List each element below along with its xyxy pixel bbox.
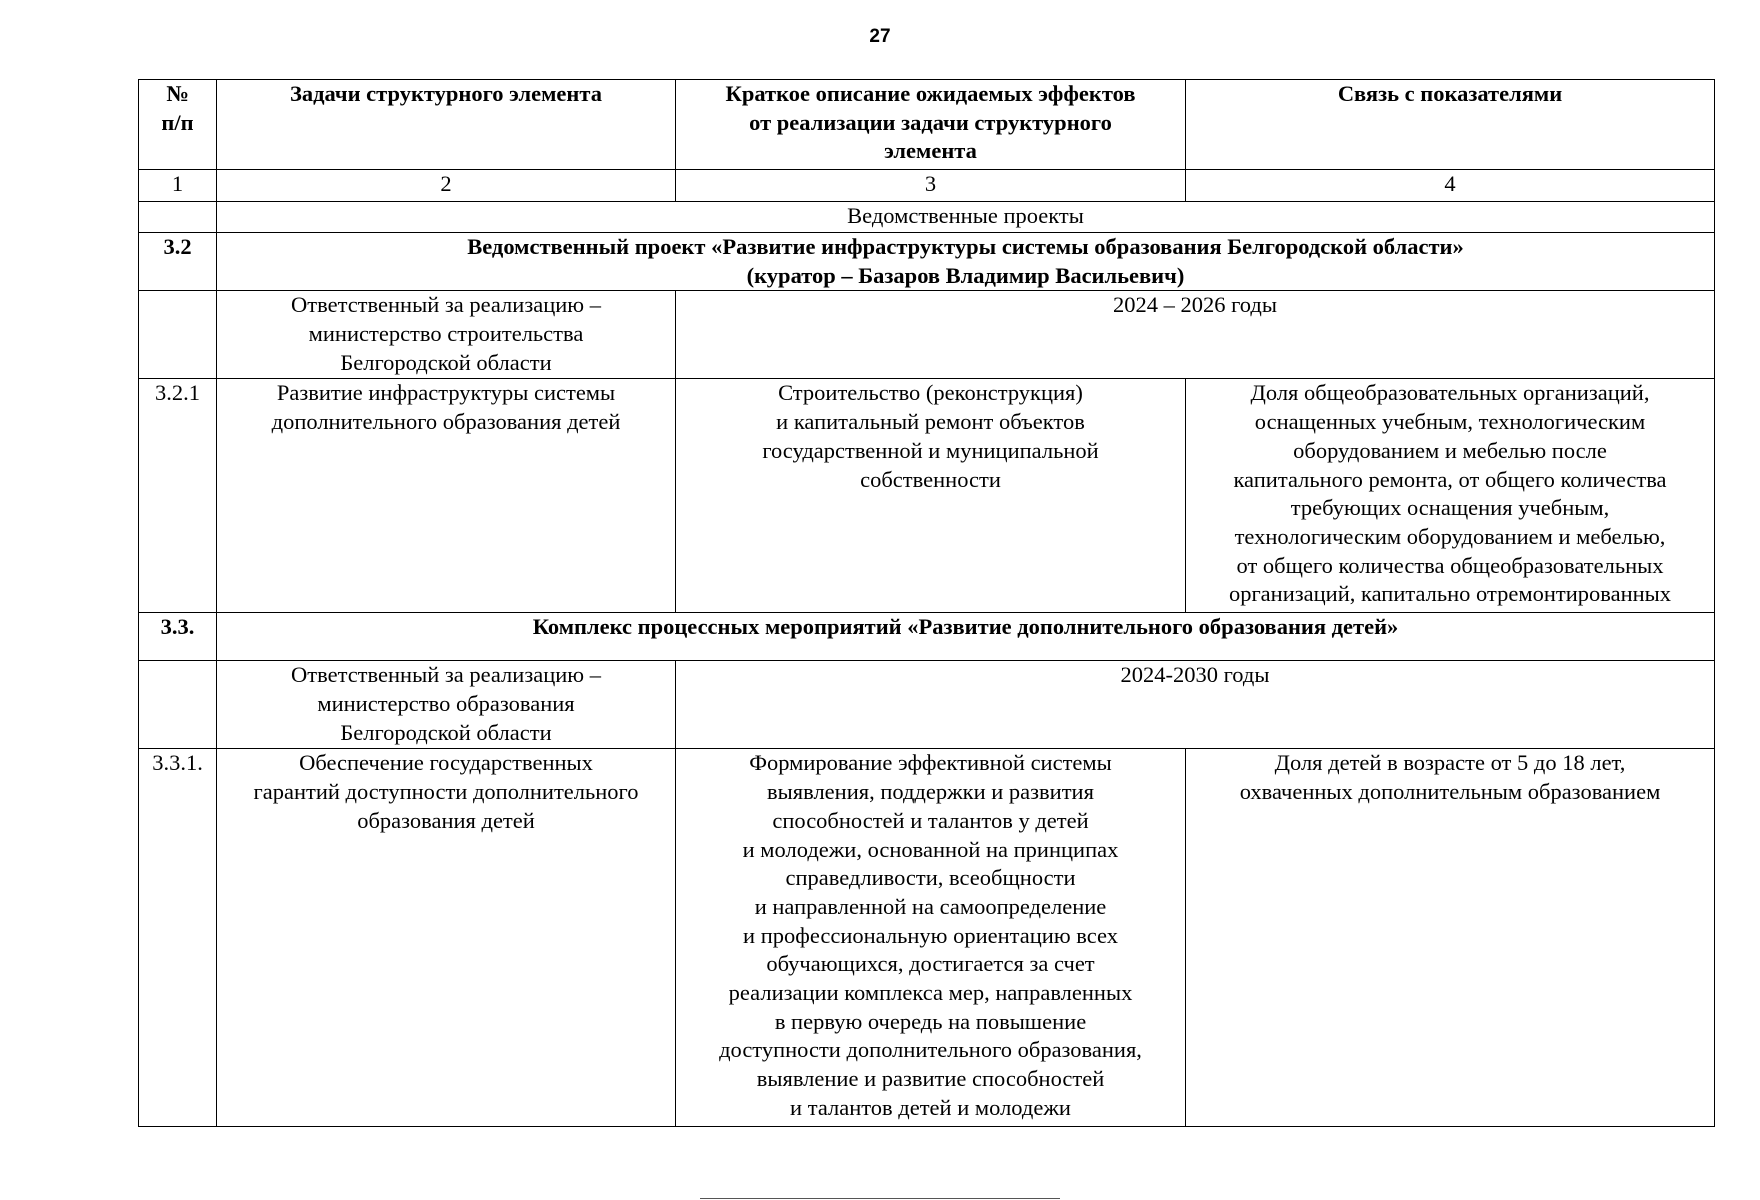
project-3-2-responsible-row xyxy=(139,291,1715,379)
row-3-2-1-indicators: Доля общеобразовательных организаций, оснащенных учебным, технологическим оборудованием и мебелью после капитального ремонта, от общего количества требующих оснащения учебным, технологическим оборудованием и мебелью, от общего количества общеобразовательных организаций, капитально отремонтированных xyxy=(1186,379,1715,613)
structural-elements-table xyxy=(138,79,1715,1127)
row-3-3-1 xyxy=(139,749,1715,1127)
header-effects: Краткое описание ожидаемых эффектов от реализации задачи структурного элемента xyxy=(676,80,1186,170)
table-header-row xyxy=(139,80,1715,170)
row-3-2-1 xyxy=(139,379,1715,613)
project-3-2-title: Ведомственный проект «Развитие инфраструктуры системы образования Белгородской области» (куратор – Базаров Владимир Васильевич) xyxy=(217,233,1715,291)
project-3-2-responsible: Ответственный за реализацию – министерство строительства Белгородской области xyxy=(217,291,676,379)
row-3-3-1-effects: Формирование эффективной системы выявления, поддержки и развития способностей и талантов у детей и молодежи, основанной на принципах справедливости, всеобщности и направленной на самоопределение и профессиональную ориентацию всех обучающихся, достигается за счет реализации комплекса мер, направленных в первую очередь на повышение доступности дополнительного образования, выявление и развитие способностей и талантов детей и молодежи xyxy=(676,749,1186,1127)
row-3-3-1-task: Обеспечение государственных гарантий доступности дополнительного образования детей xyxy=(217,749,676,1127)
project-3-2-number: 3.2 xyxy=(139,233,217,291)
empty-cell xyxy=(139,202,217,233)
row-3-2-1-effects: Строительство (реконструкция) и капитальный ремонт объектов государственной и муниципальной собственности xyxy=(676,379,1186,613)
header-number: № п/п xyxy=(139,80,217,170)
project-3-2-row xyxy=(139,233,1715,291)
complex-3-3-row xyxy=(139,613,1715,661)
row-3-3-1-number: 3.3.1. xyxy=(139,749,217,1127)
header-tasks: Задачи структурного элемента xyxy=(217,80,676,170)
section-caption-row xyxy=(139,202,1715,233)
row-3-2-1-task: Развитие инфраструктуры системы дополнительного образования детей xyxy=(217,379,676,613)
page-number: 27 xyxy=(869,26,891,47)
header-indicators: Связь с показателями xyxy=(1186,80,1715,170)
complex-3-3-responsible-row xyxy=(139,661,1715,749)
footer-line xyxy=(700,1198,1060,1199)
project-3-2-period: 2024 – 2026 годы xyxy=(676,291,1715,379)
complex-3-3-number: 3.3. xyxy=(139,613,217,661)
complex-3-3-period: 2024-2030 годы xyxy=(676,661,1715,749)
row-3-3-1-indicators: Доля детей в возрасте от 5 до 18 лет, охваченных дополнительным образованием xyxy=(1186,749,1715,1127)
column-number-4: 4 xyxy=(1186,170,1715,202)
column-number-1: 1 xyxy=(139,170,217,202)
empty-cell xyxy=(139,661,217,749)
column-numbers-row xyxy=(139,170,1715,202)
column-number-3: 3 xyxy=(676,170,1186,202)
section-caption: Ведомственные проекты xyxy=(217,202,1715,233)
empty-cell xyxy=(139,291,217,379)
complex-3-3-title: Комплекс процессных мероприятий «Развитие дополнительного образования детей» xyxy=(217,613,1715,661)
row-3-2-1-number: 3.2.1 xyxy=(139,379,217,613)
column-number-2: 2 xyxy=(217,170,676,202)
complex-3-3-responsible: Ответственный за реализацию – министерство образования Белгородской области xyxy=(217,661,676,749)
